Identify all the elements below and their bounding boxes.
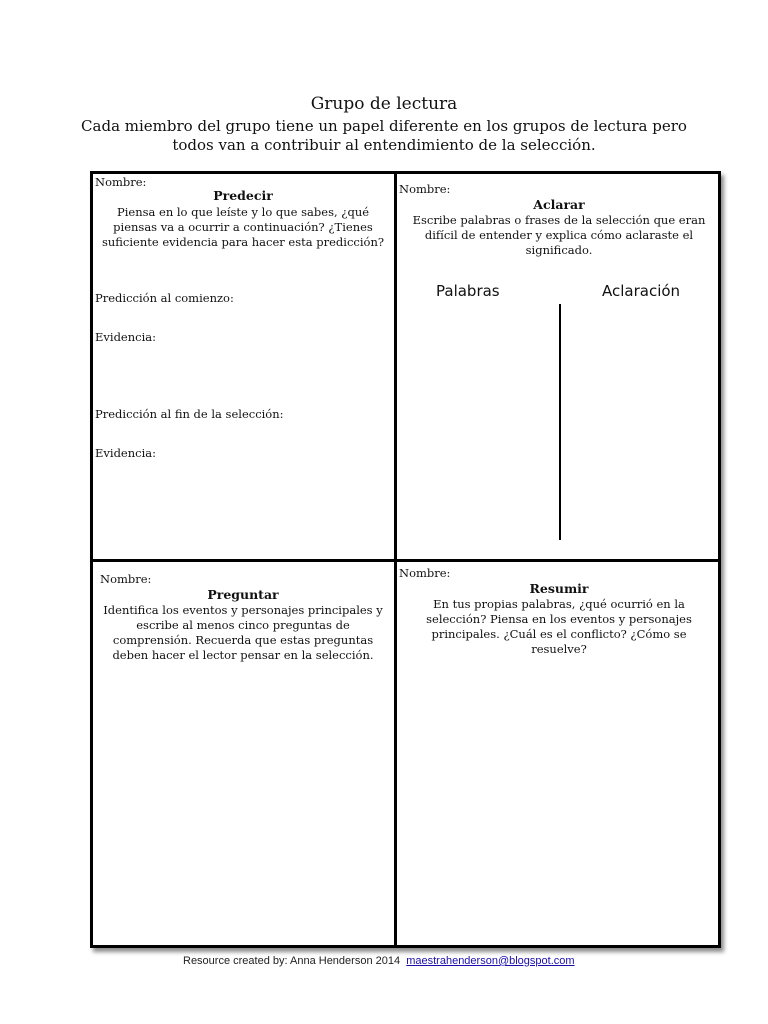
predecir-prediction-end-label: Predicción al fin de la selección: [95, 407, 284, 421]
page-title: Grupo de lectura [310, 94, 458, 114]
footer [183, 955, 575, 967]
aclarar-instructions: Escribe palabras o frases de la selección que eran difícil de entender y explica cómo aclaraste el significado. [412, 213, 706, 257]
predecir-evidence-label-1: Evidencia: [95, 330, 156, 344]
page-subtitle [80, 117, 688, 155]
subtitle-line-2: todos van a contribuir al entendimiento de la selección. [172, 136, 596, 154]
resumir-instructions: En tus propias palabras, ¿qué ocurrió en la selección? Piensa en los eventos y personajes principales. ¿Cuál es el conflicto? ¿Cómo se resuelve? [426, 597, 692, 656]
predecir-prediction-start-label: Predicción al comienzo: [95, 291, 234, 305]
resumir-heading: Resumir [529, 581, 589, 596]
subtitle-line-1: Cada miembro del grupo tiene un papel diferente en los grupos de lectura pero [81, 117, 687, 135]
predecir-nombre-label: Nombre: [95, 175, 147, 189]
predecir-heading: Predecir [213, 188, 273, 203]
predecir-instructions: Piensa en lo que leíste y lo que sabes, ¿qué piensas va a ocurrir a continuación? ¿Tienes suficiente evidencia para hacer esta predicción? [101, 205, 385, 249]
preguntar-instructions: Identifica los eventos y personajes principales y escribe al menos cinco preguntas de comprensión. Recuerda que estas preguntas deben hacer el lector pensar en la selección. [103, 603, 383, 662]
horizontal-divider [93, 559, 718, 562]
aclarar-column-words: Palabras [436, 282, 500, 300]
predecir-evidence-label-2: Evidencia: [95, 446, 156, 460]
resumir-nombre-label: Nombre: [399, 566, 451, 580]
preguntar-heading: Preguntar [207, 587, 279, 602]
footer-credit: Resource created by: Anna Henderson 2014 [183, 955, 401, 967]
aclarar-heading: Aclarar [533, 197, 585, 212]
aclarar-column-clarification: Aclaración [602, 282, 681, 300]
footer-blog-link[interactable]: maestrahenderson@blogspot.com [406, 955, 575, 967]
preguntar-nombre-label: Nombre: [100, 572, 152, 586]
aclarar-nombre-label: Nombre: [399, 182, 451, 196]
role-grid [90, 171, 721, 948]
aclarar-t-chart-divider [559, 304, 561, 540]
